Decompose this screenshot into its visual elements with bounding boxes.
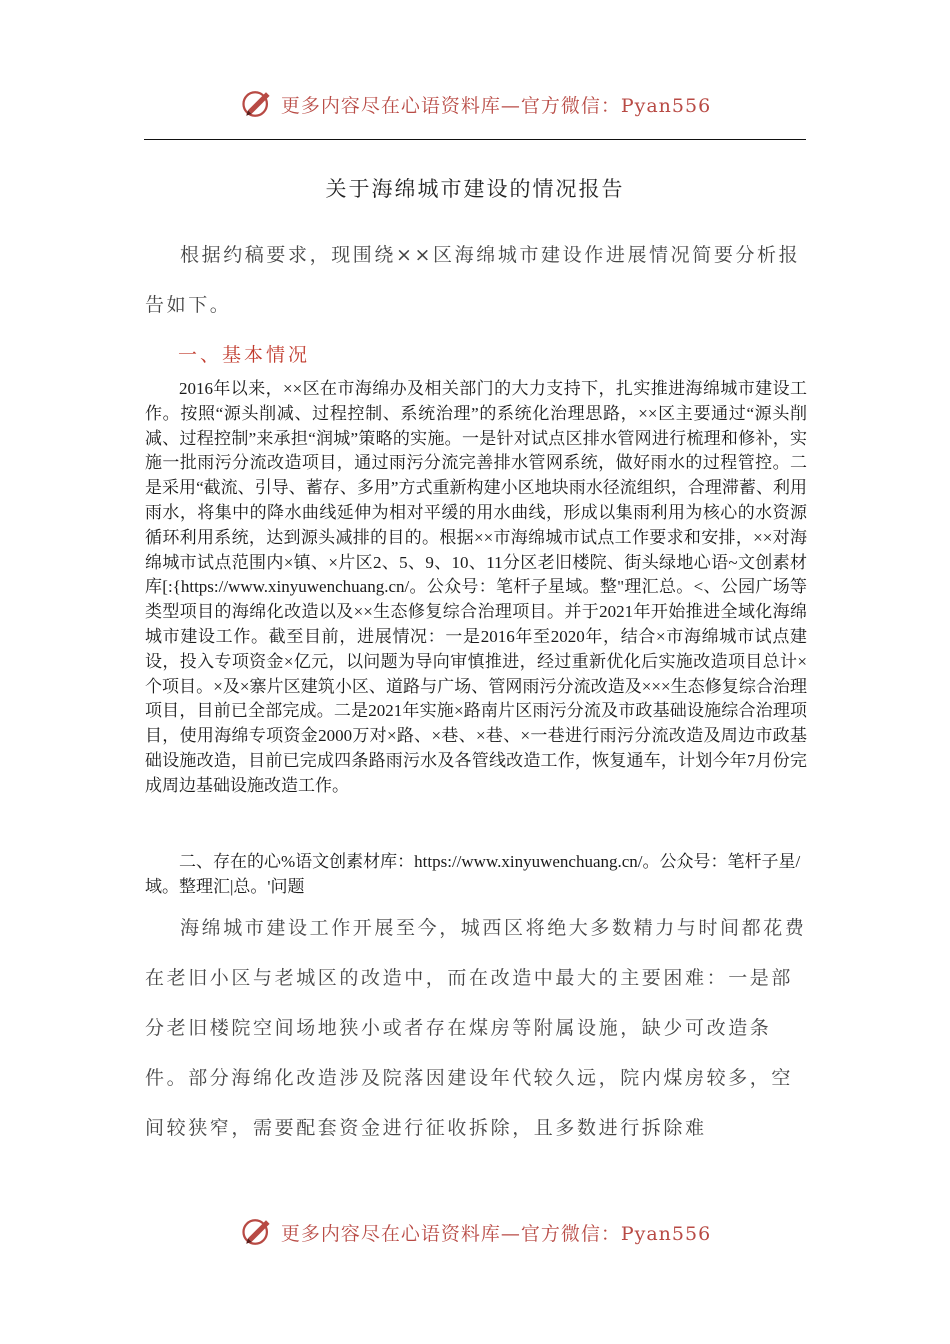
header-divider	[144, 139, 806, 140]
intro-paragraph: 根据约稿要求，现围绕××区海绵城市建设作进展情况简要分析报告如下。	[145, 244, 801, 316]
document-title: 关于海绵城市建设的情况报告	[325, 177, 625, 201]
pen-logo-icon	[239, 86, 275, 122]
section1-body: 2016年以来，××区在市海绵办及相关部门的大力支持下，扎实推进海绵城市建设工作。按照“源头削减、过程控制、系统治理”的系统化治理思路，××区主要通过“源头削减、过程控制”来承担“润城”策略的实施。一是针对试点区排水管网进行梳理和修补，实施一批雨污分流改造项目，通过雨污分流完善排水管网系统，做好雨水的过程管控。二是采用“截流、引导、蓄存、多用”方式重新构建小区地块雨水径流组织，合理滞蓄、利用雨水，将集中的降水曲线延伸为相对平缓的用水曲线，形成以集雨利用为核心的水资源循环利用系统，达到源头减排的目的。根据××市海绵城市试点工作要求和安排，××对海绵城市试点范围内×镇、×片区2、5、9、10、11分区老旧楼院、街头绿地心语~文创素材库[:{https://www.xinyuwenchuang.cn/。公众号：笔杆子星域。整"理汇总。<、公园广场等类型项目的海绵化改造以及××生态修复综合治理项目。并于2021年开始推进全域化海绵城市建设工作。截至目前，进展情况：一是2016年至2020年，结合×市海绵城市试点建设，投入专项资金×亿元，以问题为导向审慎推进，经过重新优化后实施改造项目总计×个项目。×及×寨片区建筑小区、道路与广场、管网雨污分流改造及×××生态修复综合治理项目，目前已全部完成。二是2021年实施×路南片区雨污分流及市政基础设施综合治理项目，使用海绵专项资金2000万对×路、×巷、×巷、×一巷进行雨污分流改造及周边市政基础设施改造，目前已完成四条路雨污水及各管线改造工作，恢复通车，计划今年7月份完成周边基础设施改造工作。	[145, 379, 807, 795]
section2-heading-line: 二、存在的心%语文创素材库：https://www.xinyuwenchuang.cn/。公众号：笔杆子星/域。整理汇|总。'问题	[145, 852, 801, 896]
section2-paragraph: 海绵城市建设工作开展至今，城西区将绝大多数精力与时间都花费在老旧小区与老城区的改造中，而在改造中最大的主要困难：一是部分老旧楼院空间场地狭小或者存在煤房等附属设施，缺少可改造条件。部分海绵化改造涉及院落因建设年代较久远，院内煤房较多，空间较狭窄，需要配套资金进行征收拆除，且多数进行拆除难	[145, 917, 807, 1139]
header-watermark-banner	[0, 84, 950, 124]
watermark-text: 更多内容尽在心语资料库—官方微信：Pyan556	[280, 94, 712, 117]
pen-logo-icon	[239, 1214, 275, 1250]
watermark-text: 更多内容尽在心语资料库—官方微信：Pyan556	[280, 1222, 712, 1245]
footer-watermark-banner	[0, 1212, 950, 1252]
section-heading-basic: 一、基本情况	[178, 344, 311, 366]
